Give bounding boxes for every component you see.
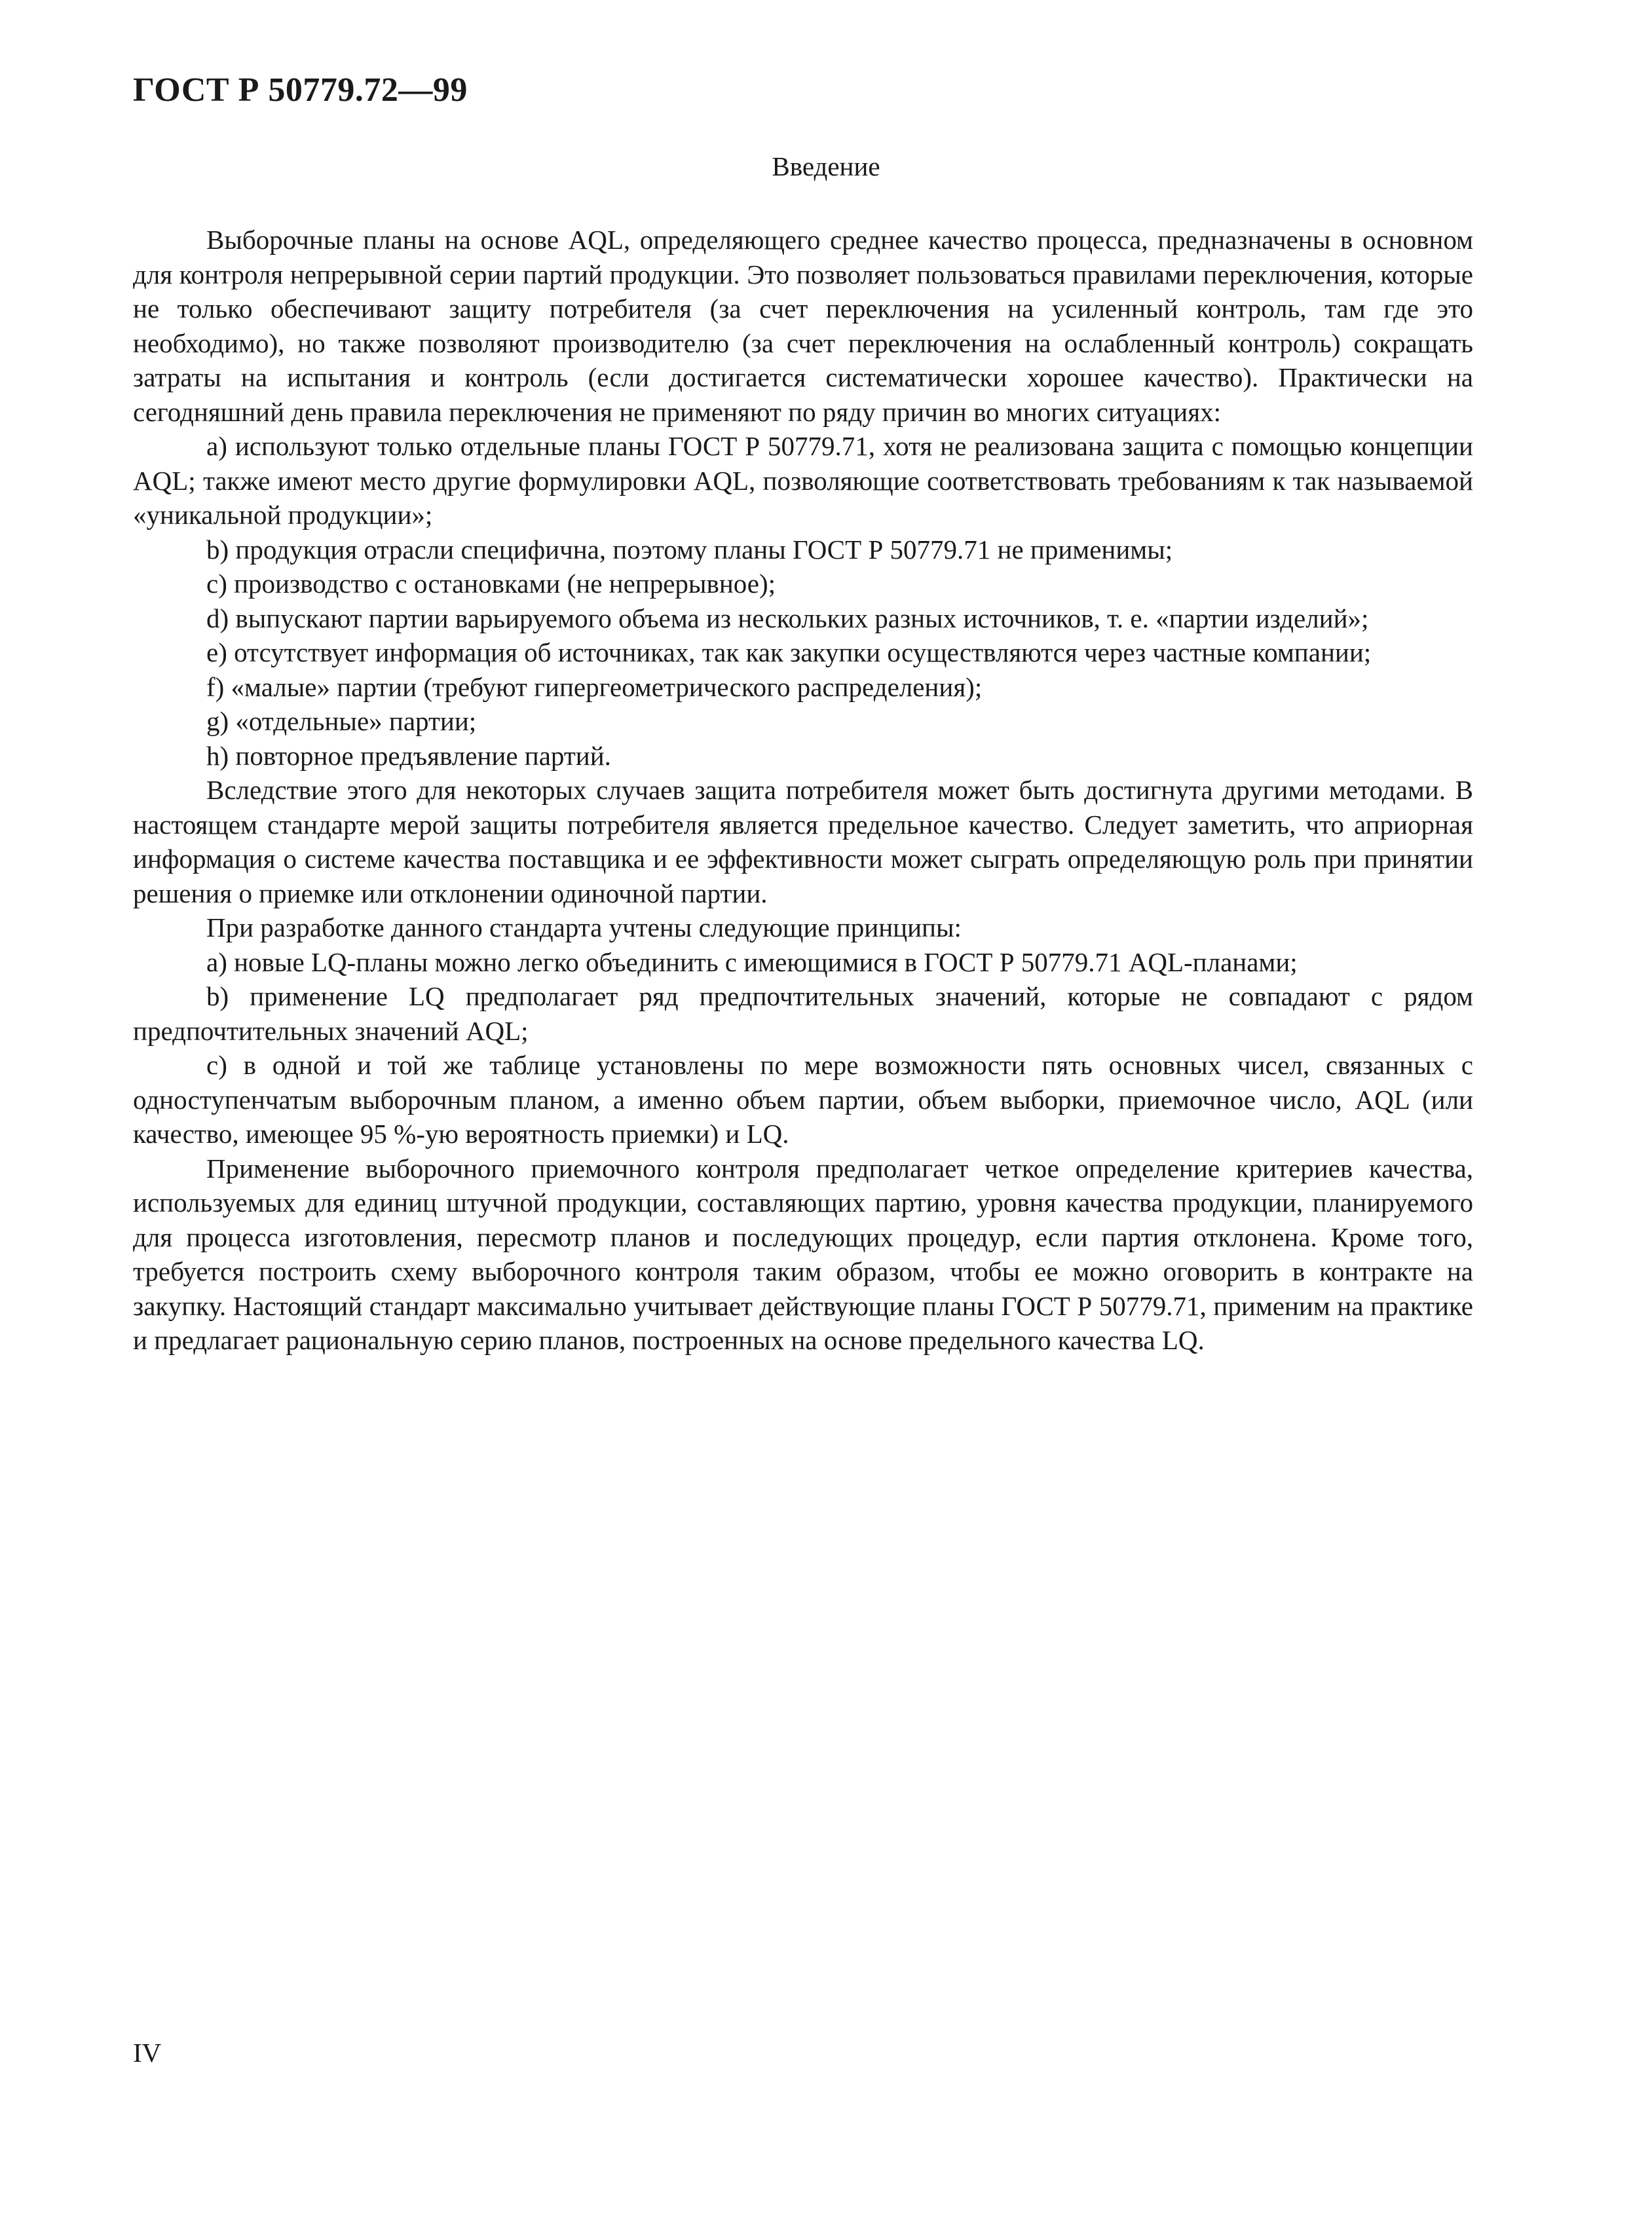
list-item-d: d) выпускают партии варьируемого объема из нескольких разных источников, т. е. «партии изделий»; — [206, 603, 1369, 633]
paragraph-principles: При разработке данного стандарта учтены следующие принципы: — [206, 912, 962, 942]
principle-item-b: b) применение LQ предполагает ряд предпочтительных значений, которые не совпадают с рядом предпочтительных значений AQL; — [133, 981, 1473, 1046]
document-code-header: ГОСТ Р 50779.72—99 — [133, 71, 468, 109]
list-item-c: c) производство с остановками (не непрерывное); — [206, 569, 776, 599]
list-item-g: g) «отдельные» партии; — [206, 706, 477, 736]
paragraph-application: Применение выборочного приемочного контроля предполагает четкое определение критериев качества, используемых для единиц штучной продукции, составляющих партию, уровня качества продукции, планируемого для процесса изготовления, пересмотр планов и последующих процедур, если партия отклонена. Кроме того, требуется построить схему выборочного контроля таким образом, чтобы ее можно оговорить в контракте на закупку. Настоящий стандарт максимально учитывает действующие планы ГОСТ Р 50779.71, применим на практике и предлагает рациональную серию планов, построенных на основе предельного качества LQ. — [133, 1153, 1473, 1355]
section-title: Введение — [772, 151, 880, 181]
paragraph-intro: Выборочные планы на основе AQL, определяющего среднее качество процесса, предназначены в основном для контроля непрерывной серии партий продукции. Это позволяет пользоваться правилами переключения, которые не только обеспечивают защиту потребителя (за счет переключения на усиленный контроль, там где это необходимо), но также позволяют производителю (за счет переключения на ослабленный контроль) сокращать затраты на испытания и контроль (если достигается систематически хорошее качество). Практически на сегодняшний день правила переключения не применяют по ряду причин во многих ситуациях: — [133, 225, 1473, 427]
list-item-e: e) отсутствует информация об источниках, так как закупки осуществляются через частные компании; — [206, 637, 1372, 667]
body-text — [133, 223, 1473, 1358]
paragraph-consequence: Вследствие этого для некоторых случаев защита потребителя может быть достигнута другими методами. В настоящем стандарте мерой защиты потребителя является предельное качество. Следует заметить, что априорная информация о системе качества поставщика и ее эффективности может сыграть определяющую роль при принятии решения о приемке или отклонении одиночной партии. — [133, 775, 1473, 908]
page-number: IV — [133, 2038, 162, 2068]
principle-item-a: a) новые LQ-планы можно легко объединить с имеющимися в ГОСТ Р 50779.71 AQL-планами; — [206, 946, 1298, 977]
principle-item-c: c) в одной и той же таблице установлены по мере возможности пять основных чисел, связанных с одноступенчатым выборочным планом, а именно объем партии, объем выборки, приемочное число, AQL (или качество, имеющее 95 %-ую вероятность приемки) и LQ. — [133, 1050, 1473, 1149]
list-item-a: a) используют только отдельные планы ГОСТ Р 50779.71, хотя не реализована защита с помощью концепции AQL; также имеют место другие формулировки AQL, позволяющие соответствовать требованиям к так называемой «уникальной продукции»; — [133, 431, 1473, 530]
list-item-f: f) «малые» партии (требуют гипергеометрического распределения); — [206, 671, 983, 702]
list-item-b: b) продукция отрасли специфична, поэтому планы ГОСТ Р 50779.71 не применимы; — [206, 534, 1173, 565]
list-item-h: h) повторное предъявление партий. — [206, 740, 611, 771]
